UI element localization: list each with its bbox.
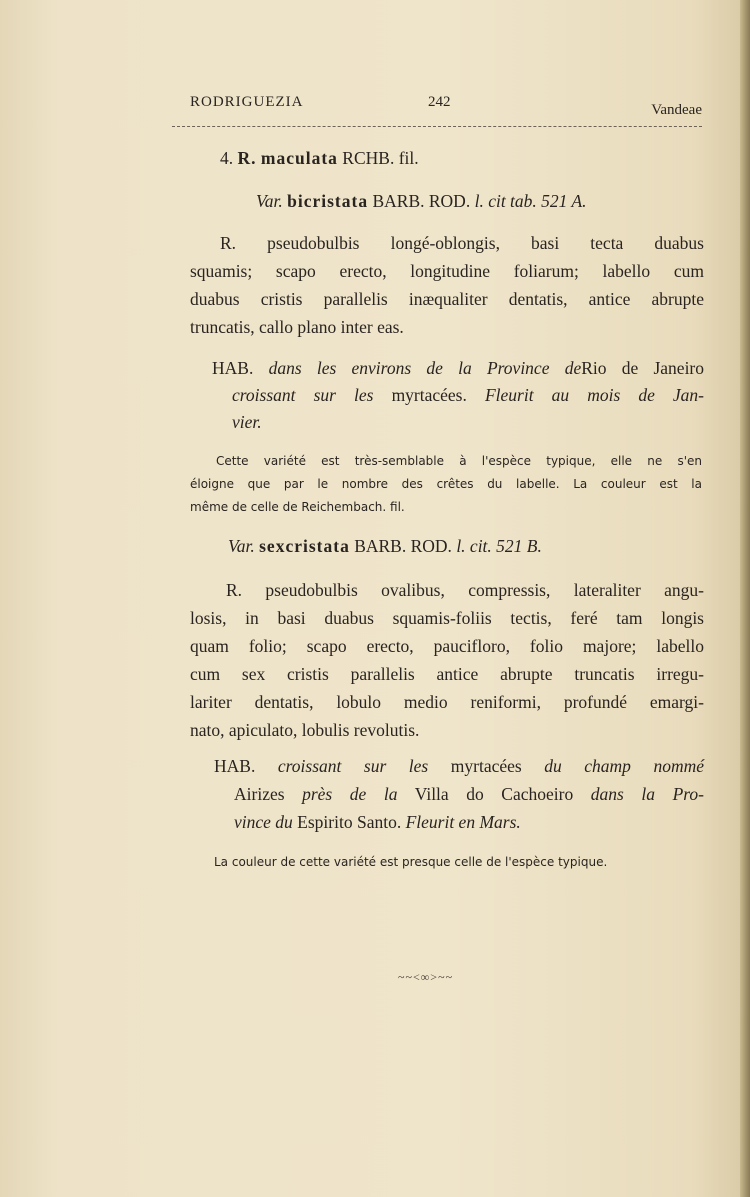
- desc-line: R. pseudobulbis longé-oblongis, basi tecta duabus: [220, 233, 704, 253]
- description-2: [190, 582, 704, 750]
- variety-author: BARB. ROD.: [354, 536, 452, 556]
- habitat-label: HAB.: [214, 756, 256, 776]
- desc-line: quam folio; scapo erecto, paucifloro, folio majore; labello: [190, 636, 704, 656]
- note-2: La couleur de cette variété est presque celle de l'espèce typique.: [214, 855, 608, 869]
- habitat-line: Airizes près de la Villa do Cachoeiro dans la Pro-: [234, 784, 705, 804]
- variety-name: bicristata: [287, 191, 369, 211]
- header-rule: [172, 126, 702, 127]
- variety-name: sexcristata: [259, 536, 350, 556]
- habitat-2: [214, 758, 704, 842]
- page-number: 242: [428, 94, 451, 110]
- variety-reference: l. cit tab. 521 A.: [474, 191, 587, 211]
- habitat-1: [212, 360, 704, 441]
- species-author: RCHB. fil.: [342, 148, 419, 168]
- habitat-line: vier.: [232, 412, 262, 432]
- species-heading: [220, 150, 734, 168]
- note-line: même de celle de Reichembach. fil.: [190, 500, 405, 514]
- habitat-label: HAB.: [212, 358, 254, 378]
- header-title: RODRIGUEZIA: [190, 94, 304, 110]
- desc-line: losis, in basi duabus squamis-foliis tectis, feré tam longis: [190, 608, 704, 628]
- note-line: Cette variété est très-semblable à l'espèce typique, elle ne s'en: [216, 454, 702, 468]
- desc-line: squamis; scapo erecto, longitudine foliarum; labello cum: [190, 261, 704, 281]
- species-genus: R.: [237, 148, 257, 168]
- variety-heading-1: [256, 193, 706, 211]
- var-label: Var.: [256, 191, 283, 211]
- ornament-divider: ~~<∞>~~: [398, 970, 454, 984]
- species-epithet: maculata: [260, 148, 338, 168]
- variety-heading-2: [228, 538, 688, 556]
- page-edge-shadow: [740, 0, 750, 1197]
- variety-author: BARB. ROD.: [372, 191, 471, 211]
- habitat-line: croissant sur les myrtacées. Fleurit au mois de Jan-: [232, 385, 705, 405]
- variety-reference: l. cit. 521 B.: [456, 536, 542, 556]
- desc-line: cum sex cristis parallelis antice abrupte truncatis irregu-: [190, 664, 704, 684]
- desc-line: duabus cristis parallelis inæqualiter dentatis, antice abrupte: [190, 289, 704, 309]
- desc-line: lariter dentatis, lobulo medio reniformi, profundé emargi-: [190, 692, 704, 712]
- habitat-line: HAB. dans les environs de la Province deRio de Janeiro: [212, 358, 705, 378]
- habitat-line: HAB. croissant sur les myrtacées du champ nommé: [214, 756, 705, 776]
- desc-line: truncatis, callo plano inter eas.: [190, 317, 404, 337]
- note-line: éloigne que par le nombre des crêtes du labelle. La couleur est la: [190, 477, 702, 491]
- note-1: [190, 455, 702, 524]
- header-section: Vandeae: [651, 102, 702, 118]
- description-1: [190, 235, 704, 347]
- habitat-line: vince du Espirito Santo. Fleurit en Mars.: [234, 812, 521, 832]
- desc-line: nato, apiculato, lobulis revolutis.: [190, 720, 420, 740]
- var-label: Var.: [228, 536, 255, 556]
- running-header: [190, 94, 704, 120]
- desc-line: R. pseudobulbis ovalibus, compressis, lateraliter angu-: [226, 580, 704, 600]
- species-number: 4.: [220, 148, 234, 168]
